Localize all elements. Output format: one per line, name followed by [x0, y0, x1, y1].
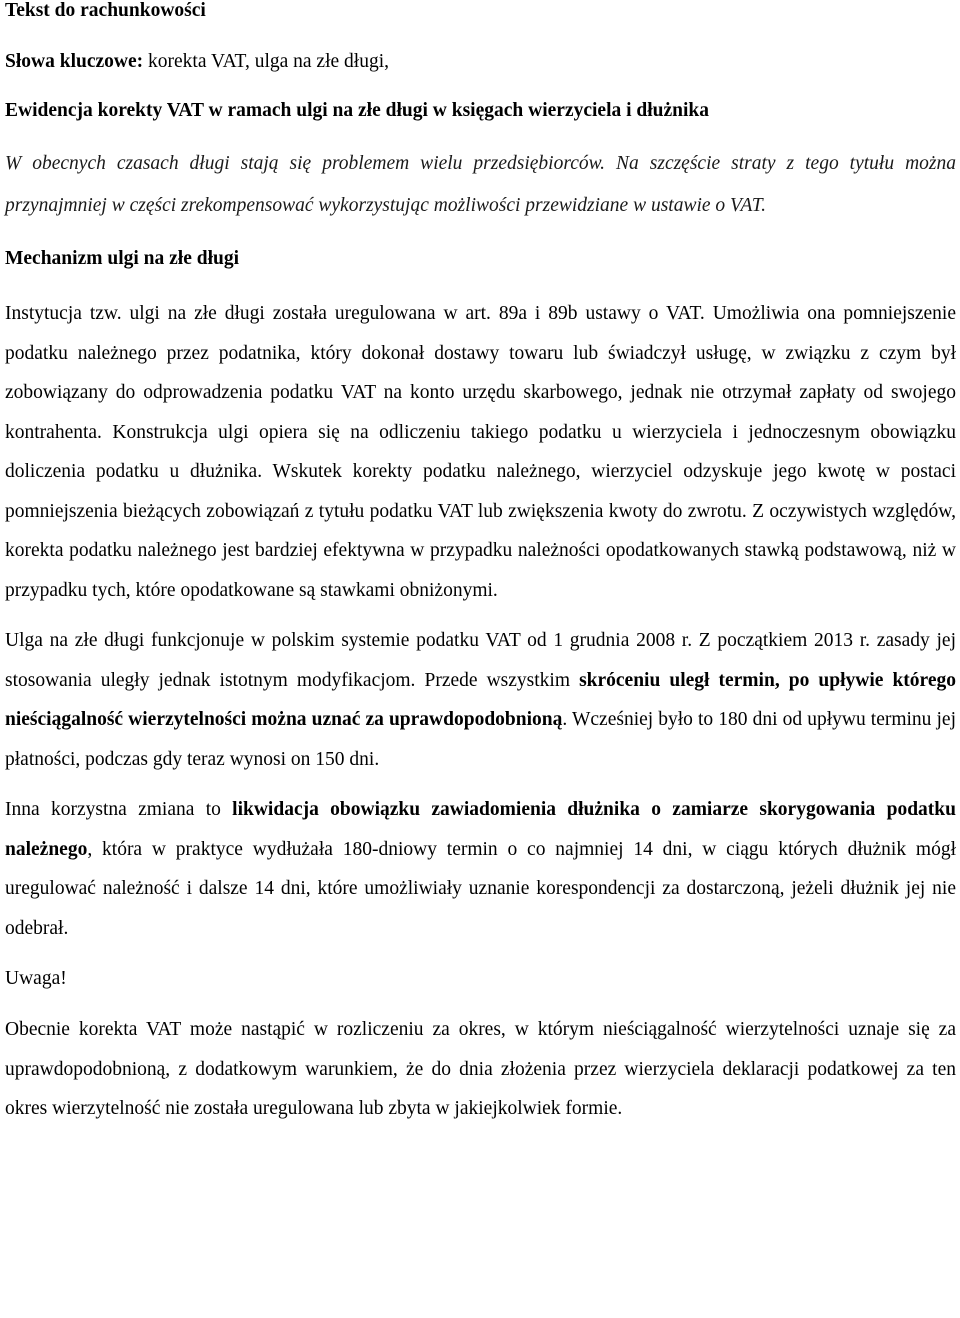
paragraph-change-text-1: Inna korzystna zmiana to — [5, 799, 233, 820]
paragraph-mechanism: Instytucja tzw. ulgi na złe długi została uregulowana w art. 89a i 89b ustawy o VAT. Umożliwia ona pomniejszenie podatku należnego przez podatnika, który dokonał dostawy towaru lub świadczył usługę, w związku z czym był zobowiązany do odprowadzenia podatku VAT na konto urzędu skarbowego, jednak nie otrzymał zapłaty od swojego kontrahenta. Konstrukcja ulgi opiera się na odliczeniu takiego podatku u wierzyciela i jednoczesnym obowiązku doliczenia podatku u dłużnika. Wskutek korekty podatku należnego, wierzyciel odzyskuje jego kwotę w postaci pomniejszenia bieżących zobowiązań z tytułu podatku VAT lub zwiększenia kwoty do zwrotu. Z oczywistych względów, korekta podatku należnego jest bardziej efektywna w przypadku należności opodatkowanych stawką podstawową, niż w przypadku tych, które opodatkowane są stawkami obniżonymi. — [5, 303, 956, 601]
paragraph-history — [5, 621, 956, 779]
keywords-line — [5, 42, 956, 82]
document-title: Tekst do rachunkowości — [5, 0, 206, 21]
paragraph-history-text-1: Ulga na złe długi funkcjonuje w polskim systemie podatku VAT od 1 grudnia 2008 r. Z początkiem 2013 r. zasady jej stosowania uległy jednak istotnym modyfikacjom. Przede wszystkim — [5, 630, 956, 691]
section-heading: Mechanizm ulgi na złe długi — [5, 248, 239, 269]
keywords-value: korekta VAT, ulga na złe długi, — [143, 51, 389, 72]
warning-label: Uwaga! — [5, 968, 67, 989]
paragraph-change-emphasis: likwidacja obowiązku zawiadomienia dłużnika o zamiarze skorygowania podatku należnego — [5, 799, 956, 860]
keywords-label: Słowa kluczowe: — [5, 51, 144, 72]
paragraph-history-emphasis: skróceniu uległ termin, po upływie którego nieściągalność wierzytelności można uznać za uprawdopodobnioną — [5, 669, 956, 730]
paragraph-change — [5, 790, 956, 948]
document-subtitle: Ewidencja korekty VAT w ramach ulgi na złe długi w księgach wierzyciela i dłużnika — [5, 100, 710, 121]
paragraph-change-text-2: , która w praktyce wydłużała 180-dniowy termin o co najmniej 14 dni, w ciągu których dłużnik mógł uregulować należność i dalsze 14 dni, które umożliwiały uznanie korespondencji za dostarczoną, jeżeli dłużnik jej nie odebrał. — [5, 838, 956, 939]
paragraph-history-text-2: . Wcześniej było to 180 dni od upływu terminu jej płatności, podczas gdy teraz wynosi on 150 dni. — [5, 709, 957, 770]
paragraph-current-rule: Obecnie korekta VAT może nastąpić w rozliczeniu za okres, w którym nieściągalność wierzytelności uznaje się za uprawdopodobnioną, z dodatkowym warunkiem, że do dnia złożenia przez wierzyciela deklaracji podatkowej za ten okres wierzytelność nie została uregulowana lub zbyta w jakiejkolwiek formie. — [5, 1019, 956, 1119]
intro-paragraph: W obecnych czasach długi stają się problemem wielu przedsiębiorców. Na szczęście straty z tego tytułu można przynajmniej w części zrekompensować wykorzystując możliwości przewidziane w ustawie o VAT. — [5, 153, 956, 216]
